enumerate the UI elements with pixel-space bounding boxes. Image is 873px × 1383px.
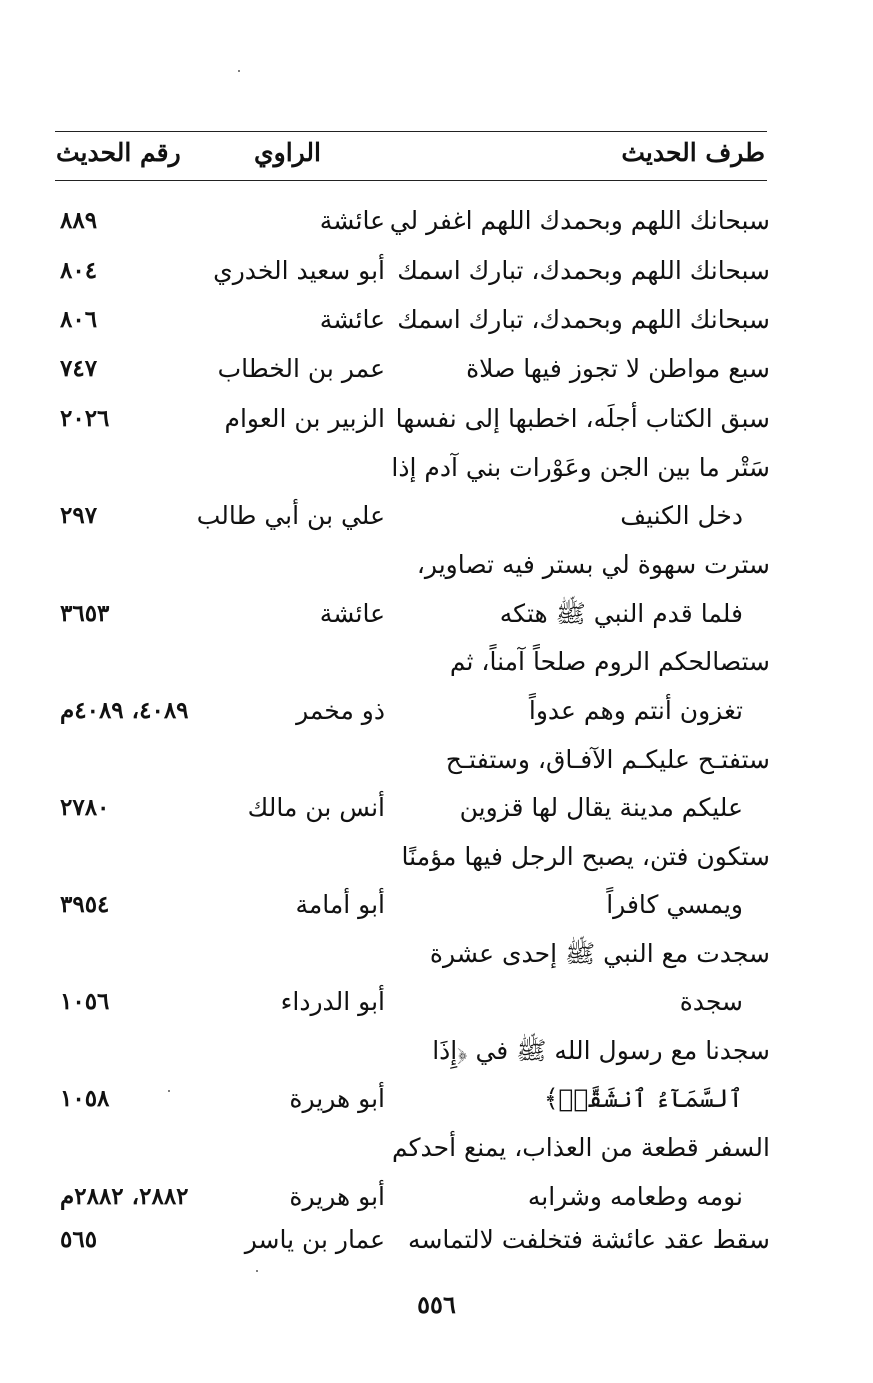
hadith-text: سبحانك اللهم وبحمدك، تبارك اسمك [397,305,770,334]
hadith-number: ٨٠٤ [60,257,98,284]
narrator-name: عائشة [319,206,385,235]
hadith-text: سجدت مع النبي ﷺ إحدى عشرة [429,939,770,968]
narrator-name: أبو أمامة [295,890,385,919]
hadith-number: ٣٦٥٣ [60,600,110,627]
column-header-hadith: طرف الحديث [621,138,765,167]
page-number: ٥٥٦ [417,1290,456,1319]
hadith-text: سبق الكتاب أجلَه، اخطبها إلى نفسها [395,404,770,433]
narrator-name: عائشة [319,599,385,628]
hadith-text: سبع مواطن لا تجوز فيها صلاة [466,354,770,383]
hadith-text-continuation: ٱلسَّمَآءُ ٱنشَقَّتۡ﴾ [543,1084,743,1113]
hadith-text: سترت سهوة لي بستر فيه تصاوير، [416,550,770,579]
narrator-name: ذو مخمر [296,696,385,725]
narrator-name: الزبير بن العوام [224,404,385,433]
hadith-number: ٤٠٨٩، ٤٠٨٩م [60,697,189,724]
hadith-number: ٢٩٧ [60,502,98,529]
narrator-name: أنس بن مالك [247,793,385,822]
hadith-number: ٢٧٨٠ [60,794,110,821]
narrator-name: عمار بن ياسر [244,1225,385,1254]
hadith-text-continuation: فلما قدم النبي ﷺ هتكه [499,599,743,628]
hadith-number: ١٠٥٨ [60,1085,110,1112]
hadith-text: ستفتـح عليكـم الآفـاق، وستفتـح [445,745,770,774]
narrator-name: عائشة [319,305,385,334]
narrator-name: أبو سعيد الخدري [213,256,385,285]
hadith-text: ستكون فتن، يصبح الرجل فيها مؤمنًا [401,842,770,871]
header-top-rule [55,131,767,132]
hadith-text: سجدنا مع رسول الله ﷺ في ﴿إِذَا [432,1036,770,1065]
hadith-text-continuation: سجدة [679,987,743,1016]
hadith-number: ٨٨٩ [60,207,98,234]
print-speck [256,1270,258,1272]
hadith-text: سبحانك اللهم وبحمدك اللهم اغفر لي [389,206,770,235]
column-header-narrator: الراوي [254,138,321,167]
hadith-number: ٢٠٢٦ [60,405,110,432]
hadith-text: سقط عقد عائشة فتخلفت لالتماسه [408,1225,770,1254]
hadith-text-continuation: عليكم مدينة يقال لها قزوين [459,793,743,822]
hadith-number: ٧٤٧ [60,355,98,382]
hadith-number: ١٠٥٦ [60,988,110,1015]
hadith-number: ٥٦٥ [60,1226,98,1253]
narrator-name: أبو هريرة [289,1084,385,1113]
hadith-text: سبحانك اللهم وبحمدك، تبارك اسمك [397,256,770,285]
hadith-text: السفر قطعة من العذاب، يمنع أحدكم [391,1133,770,1162]
hadith-text-continuation: دخل الكنيف [620,501,743,530]
hadith-text-continuation: ويمسي كافراً [606,890,743,919]
narrator-name: أبو هريرة [289,1182,385,1211]
hadith-text: سَتْر ما بين الجن وعَوْرات بني آدم إذا [391,453,770,482]
hadith-text: ستصالحكم الروم صلحاً آمناً، ثم [449,647,770,676]
header-bottom-rule [55,180,767,181]
hadith-number: ٢٨٨٢، ٢٨٨٢م [60,1183,189,1210]
narrator-name: عمر بن الخطاب [217,354,385,383]
hadith-text-continuation: نومه وطعامه وشرابه [527,1182,743,1211]
hadith-number: ٣٩٥٤ [60,891,110,918]
narrator-name: أبو الدرداء [280,987,385,1016]
print-speck [238,70,240,72]
narrator-name: علي بن أبي طالب [196,501,385,530]
hadith-text-continuation: تغزون أنتم وهم عدواً [528,696,743,725]
hadith-number: ٨٠٦ [60,306,98,333]
print-speck [168,1090,170,1092]
column-header-number: رقم الحديث [56,138,181,167]
